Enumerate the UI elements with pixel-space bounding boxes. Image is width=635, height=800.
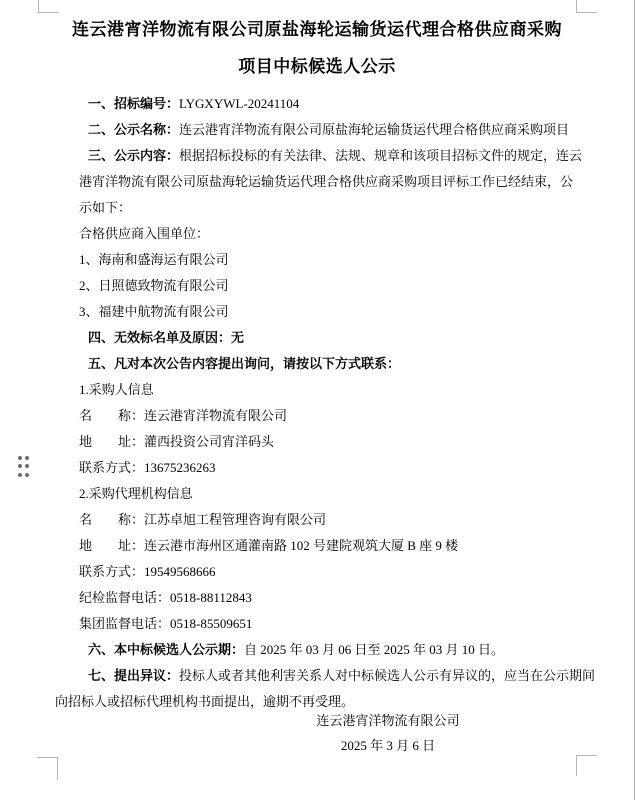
doc-line: 2、日照德致物流有限公司 [79,278,229,293]
crop-mark-bottom-left [37,757,58,780]
doc-line: 名 称：江苏卓旭工程管理咨询有限公司 [79,512,327,527]
doc-line: 二、公示名称：连云港宵洋物流有限公司原盐海轮运输货运代理合格供应商采购项目 [88,122,570,137]
document-body [0,91,634,715]
title-line-2: 项目中标候选人公示 [238,57,396,76]
doc-line: 联系方式：13675236263 [79,460,216,475]
doc-line: 纪检监督电话：0518-88112843 [79,590,252,605]
crop-mark-top-left [38,0,59,13]
doc-line: 一、招标编号：LYGXYWL-20241104 [88,96,300,111]
doc-line: 四、无效标名单及原因：无 [88,330,245,345]
crop-mark-top-right [576,0,597,13]
doc-line: 名 称：连云港宵洋物流有限公司 [79,408,288,423]
title-line-1: 连云港宵洋物流有限公司原盐海轮运输货运代理合格供应商采购 [72,20,562,39]
doc-line: 港宵洋物流有限公司原盐海轮运输货运代理合格供应商采购项目评标工作已经结束，公 [79,174,574,189]
doc-line: 六、本中标候选人公示期：自 2025 年 03 月 06 日至 2025 年 03 月 10 日。 [88,642,505,657]
doc-line: 五、凡对本次公告内容提出询问，请按以下方式联系： [88,356,401,371]
signature-org: 连云港宵洋物流有限公司 [316,713,460,728]
doc-line: 七、提出异议：投标人或者其他利害关系人对中标候选人公示有异议的，应当在公示期间 [88,668,596,683]
doc-line: 示如下： [79,200,132,215]
doc-line: 集团监督电话：0518-85509651 [79,616,253,631]
crop-mark-bottom-right [576,755,597,776]
doc-line: 联系方式：19549568666 [79,564,216,579]
doc-line: 合格供应商入围单位： [79,226,210,241]
doc-line: 三、公示内容：根据招标投标的有关法律、法规、规章和该项目招标文件的规定，连云 [88,148,583,163]
doc-line: 2.采购代理机构信息 [79,486,193,501]
signature-block [268,708,508,758]
doc-line: 1、海南和盛海运有限公司 [79,252,229,267]
drag-handle-icon[interactable] [16,454,31,479]
doc-line: 1.采购人信息 [79,382,154,397]
document-title [0,0,634,85]
doc-line: 地 址：连云港市海州区通灌南路 102 号建院观筑大厦 B 座 9 楼 [79,538,459,553]
doc-line: 地 址：灌西投资公司宵洋码头 [79,434,275,449]
signature-date: 2025 年 3 月 6 日 [340,738,436,753]
doc-line: 3、福建中航物流有限公司 [79,304,229,319]
doc-line: 向招标人或招标代理机构书面提出，逾期不再受理。 [55,694,355,709]
